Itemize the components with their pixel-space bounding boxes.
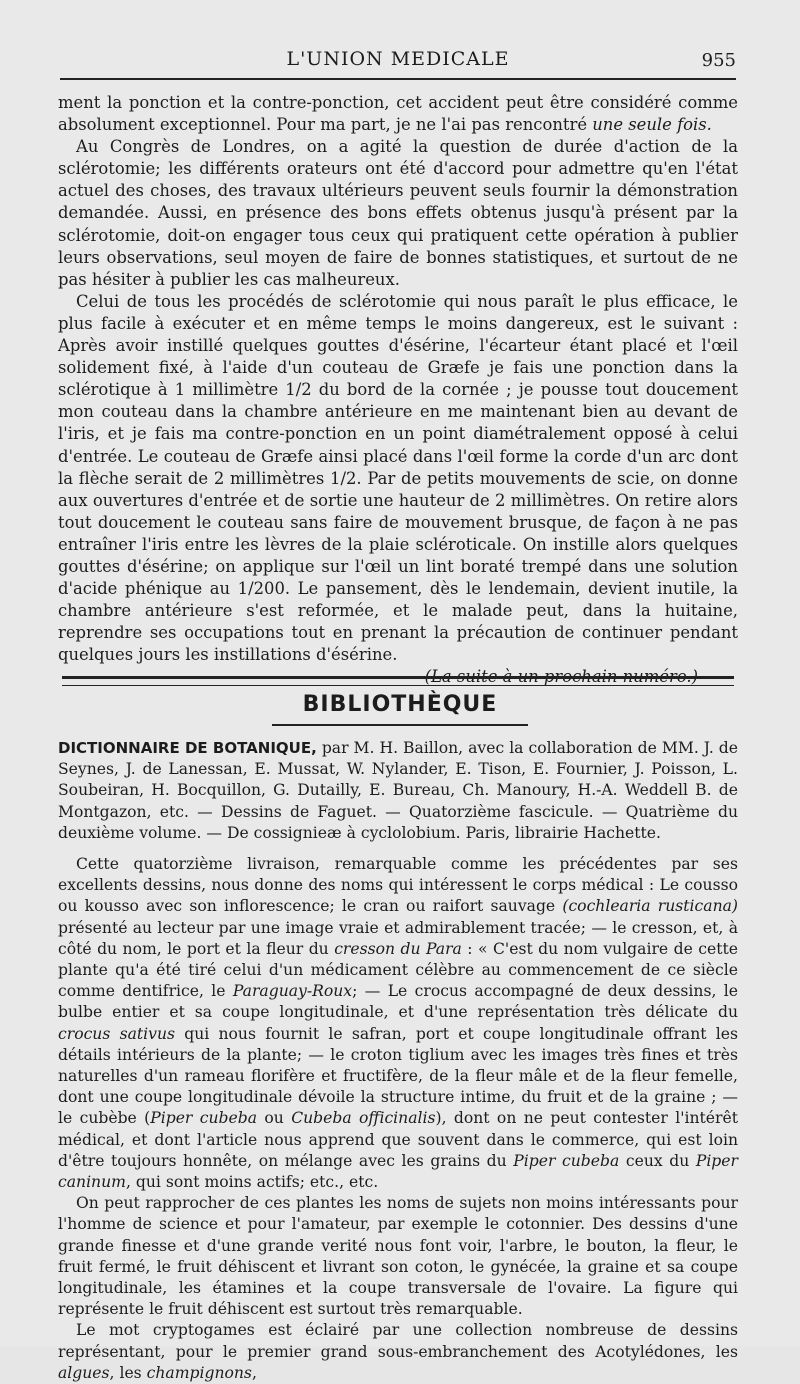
review-paragraph: Le mot cryptogames est éclairé par une collection nombreuse de dessins représentant, pour le premier grand sous-embranchement des Acotylédones, les algues, les champignons, — [58, 1321, 738, 1382]
bibliography-entry: DICTIONNAIRE DE BOTANIQUE, par M. H. Baillon, avec la collaboration de MM. J. de Seynes, J. de Lanessan, E. Mussat, W. Nylander, E. Tison, E. Fournier, J. Poisson, L. Soubeiran, H. Bocquillon, G. Dutailly, E. Bureau, Ch. Manoury, H.-A. Weddell B. de Montgazon, etc. — Dessins de Faguet. — Quatorzième fascicule. — Quatrième du deuxième volume. — De cossigniеæ à cyclolobium. Paris, librairie Hachette. — [58, 739, 738, 842]
section-divider — [62, 676, 734, 686]
page-number: 955 — [701, 50, 736, 71]
entry-title: DICTIONNAIRE DE BOTANIQUE, — [58, 739, 317, 757]
continuation-note: (La suite à un prochain numéro.) — [424, 667, 698, 687]
header-rule — [60, 78, 736, 80]
journal-title: L'UNION MEDICALE — [286, 48, 510, 70]
article-paragraph: ment la ponction et la contre-ponction, cet accident peut être considéré comme absolument exceptionnel. Pour ma part, je ne l'ai pas rencontré une seule fois. — [58, 93, 738, 135]
section-title-rule — [272, 724, 528, 726]
section-title: BIBLIOTHÈQUE — [302, 692, 498, 717]
bibliography-section — [58, 738, 738, 1384]
article-paragraph: Celui de tous les procédés de sclérotomie qui nous paraît le plus efficace, le plus facile à exécuter et en même temps le moins dangereux, est le suivant : Après avoir instillé quelques gouttes d'ésérine, l'écarteur étant placé et l'œil solidement fixé, à l'aide d'un couteau de Græfe je fais une ponction dans la sclérotique à 1 millimètre 1/2 du bord de la cornée ; je pousse tout doucement mon couteau dans la chambre antérieure en me maintenant bien au devant de l'iris, et je fais ma contre-ponction en un point diamétralement opposé à celui d'entrée. Le couteau de Græfe ainsi placé dans l'œil forme la corde d'un arc dont la flèche serait de 2 millimètres 1/2. Par de petits mouvements de scie, on donne aux ouvertures d'entrée et de sortie une hauteur de 2 millimètres. On retire alors tout doucement le couteau sans faire de mouvement brusque, de façon à ne pas entraîner l'iris entre les lèvres de la plaie scléroticale. On instille alors quelques gouttes d'ésérine; on applique sur l'œil un lint boraté trempé dans une solution d'acide phénique au 1/200. Le pansement, dès le lendemain, devient inutile, la chambre antérieure s'est reformée, et le malade peut, dans la huitaine, reprendre ses occupations tout en prenant la précaution de continuer pendant quelques jours les instillations d'ésérine. — [58, 291, 738, 665]
article-paragraph: Au Congrès de Londres, on a agité la question de durée d'action de la sclérotomie; les différents orateurs ont été d'accord pour admettre qu'en l'état actuel des choses, des travaux ultérieurs peuvent seuls fournir la démonstration demandée. Aussi, en présence des bons effets obtenus jusqu'à présent par la sclérotomie, doit-on engager tous ceux qui pratiquent cette opération à publier leurs observations, seul moyen de faire de bonnes statistiques, et surtout de ne pas hésiter à publier les cas malheureux. — [58, 137, 738, 289]
review-paragraph: Cette quatorzième livraison, remarquable comme les précédentes par ses excellents dessins, nous donne des noms qui intéressent le corps médical : Le cousso ou kousso avec son inflorescence; le cran ou raifort sauvage (cochlearia rusticana) présenté au lecteur par une image vraie et admirablement tracée; — le cresson, et, à côté du nom, le port et la fleur du cresson du Para : « C'est du nom vulgaire de cette plante qu'a été tiré celui d'un médicament célèbre au commencement de ce siècle comme dentifrice, le Paraguay-Roux; — Le crocus accompagné de deux dessins, le bulbe entier et sa coupe longitudinale, et d'une représentation très délicate du crocus sativus qui nous fournit le safran, port et coupe longitudinale offrant les détails intérieurs de la plante; — le croton tiglium avec les images très fines et très naturelles d'un rameau florifère et fructifère, de la fleur mâle et de la fleur femelle, dont une coupe longitudinale dévoile la structure intime, du fruit et de la graine ; — le cubèbe (Piper cubeba ou Cubeba officinalis), dont on ne peut contester l'intérêt médical, et dont l'article nous apprend que souvent dans le commerce, qui est loin d'être toujours honnête, on mélange avec les grains du Piper cubeba ceux du Piper caninum, qui sont moins actifs; etc., etc. — [58, 855, 738, 1192]
page-header — [60, 44, 736, 74]
article-body — [58, 92, 738, 689]
review-paragraph: On peut rapprocher de ces plantes les noms de sujets non moins intéressants pour l'homme de science et pour l'amateur, par exemple le cotonnier. Des dessins d'une grande finesse et d'une grande verité nous font voir, l'arbre, le bouton, la fleur, le fruit fermé, le fruit déhiscent et livrant son coton, le gynécée, la graine et sa coupe longitudinale, les étamines et la coupe transversale de l'ovaire. La figure qui représente le fruit déhiscent est surtout très remarquable. — [58, 1194, 738, 1319]
